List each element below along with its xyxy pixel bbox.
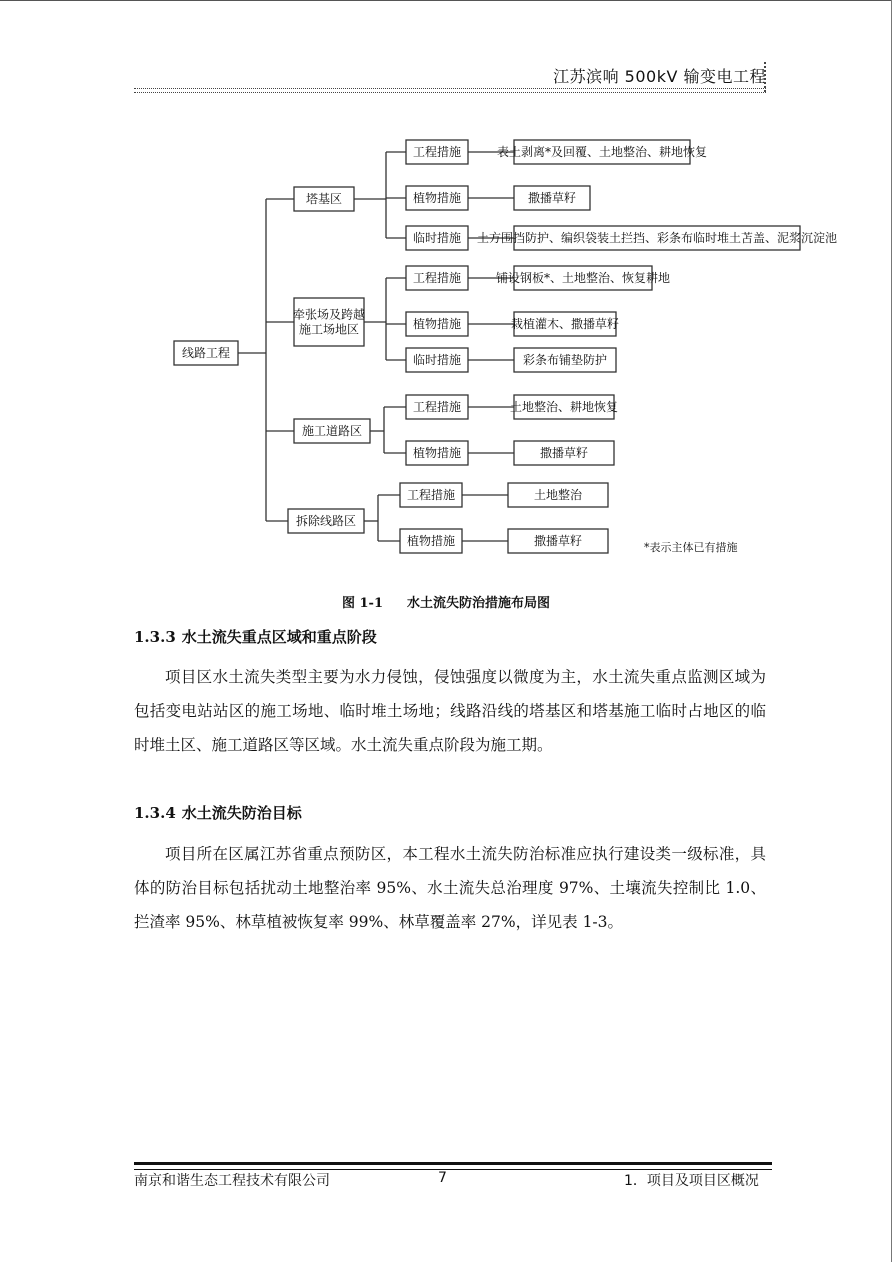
figure-number: 图 1-1 (341, 596, 383, 611)
measures-layout-diagram (0, 0, 892, 580)
measure-type-node (406, 441, 468, 465)
measure-content-node (511, 312, 619, 336)
measure-content-node (514, 441, 614, 465)
footer-company: 南京和谐生态工程技术有限公司 (134, 1173, 330, 1189)
measure-content-node (477, 226, 837, 250)
measure-content-node-label: 表土剥离*及回覆、土地整治、耕地恢复 (496, 145, 708, 159)
measure-content-node-label: 铺设钢板*、土地整治、恢复耕地 (495, 271, 671, 285)
zone-node (293, 298, 365, 346)
measure-type-node (400, 529, 462, 553)
zone-node-label: 施工场地区 (298, 322, 360, 337)
measure-type-node (406, 348, 468, 372)
measure-content-node (514, 348, 616, 372)
measure-type-node (406, 186, 468, 210)
zone-node-label: 塔基区 (305, 192, 343, 206)
measure-content-node-label: 彩条布铺垫防护 (522, 353, 608, 367)
root-node (174, 341, 238, 365)
section-number: 1.3.4 (134, 804, 176, 822)
measure-type-node (406, 226, 468, 250)
footer-page-number: 7 (438, 1170, 447, 1186)
measure-content-node-label: 撒播草籽 (527, 191, 577, 205)
measure-content-node-label: 土方围挡防护、编织袋装土拦挡、彩条布临时堆土苫盖、泥浆沉淀池 (476, 231, 838, 245)
measure-type-node-label: 植物措施 (412, 446, 462, 460)
measure-content-node (497, 140, 707, 164)
measure-content-node (510, 395, 618, 419)
measure-content-node-label: 土地整治、耕地恢复 (509, 400, 619, 414)
zone-node (294, 187, 354, 211)
root-node-label: 线路工程 (181, 346, 231, 360)
measure-type-node (400, 483, 462, 507)
section-number: 1.3.3 (134, 628, 176, 646)
measure-type-node (406, 140, 468, 164)
header-title: 江苏滨响 500kV 输变电工程 (553, 67, 766, 86)
measure-content-node-label: 栽植灌木、撒播草籽 (510, 317, 620, 331)
measure-type-node-label: 临时措施 (412, 353, 462, 367)
section-heading-1-3-4 (134, 802, 302, 823)
measure-type-node (406, 312, 468, 336)
section-title: 水土流失防治目标 (181, 804, 302, 822)
measure-content-node (508, 529, 608, 553)
measure-content-node-label: 土地整治 (533, 488, 583, 502)
section-title: 水土流失重点区域和重点阶段 (181, 628, 377, 646)
section-heading-1-3-3 (134, 626, 377, 647)
measure-content-node (496, 266, 670, 290)
measure-type-node-label: 工程措施 (412, 145, 462, 159)
measure-type-node-label: 临时措施 (412, 231, 462, 245)
footer-chapter: 1．项目及项目区概况 (624, 1173, 759, 1189)
paragraph-key-areas: 项目区水土流失类型主要为水力侵蚀，侵蚀强度以微度为主，水土流失重点监测区域为包括变电站站区的施工场地、临时堆土场地；线路沿线的塔基区和塔基施工临时占地区的临时堆土区、施工道路区等区域。水土流失重点阶段为施工期。 (134, 668, 766, 754)
figure-title: 水土流失防治措施布局图 (407, 596, 551, 611)
zone-node-label: 牵张场及跨越 (292, 307, 366, 322)
measure-content-node (514, 186, 590, 210)
zone-node (288, 509, 364, 533)
zone-node (294, 419, 370, 443)
footer-rule (134, 1162, 772, 1170)
zone-node-label: 施工道路区 (301, 424, 363, 438)
paragraph-targets: 项目所在区属江苏省重点预防区，本工程水土流失防治标准应执行建设类一级标准，具体的防治目标包括扰动土地整治率 95%、水土流失总治理度 97%、土壤流失控制比 1.0、拦渣率 95%、林草植被恢复率 99%、林草覆盖率 27%，详见表 1-3。 (134, 845, 766, 931)
measure-type-node-label: 工程措施 (406, 488, 456, 502)
measure-content-node-label: 撒播草籽 (533, 534, 583, 548)
measure-type-node-label: 工程措施 (412, 271, 462, 285)
figure-caption (0, 592, 892, 611)
measure-content-node (508, 483, 608, 507)
measure-type-node-label: 植物措施 (412, 317, 462, 331)
zone-node-label: 拆除线路区 (295, 514, 357, 528)
measure-type-node-label: 植物措施 (406, 534, 456, 548)
diagram-note: *表示主体已有措施 (644, 541, 738, 554)
measure-type-node (406, 266, 468, 290)
measure-type-node-label: 植物措施 (412, 191, 462, 205)
measure-content-node-label: 撒播草籽 (539, 446, 589, 460)
measure-type-node (406, 395, 468, 419)
measure-type-node-label: 工程措施 (412, 400, 462, 414)
